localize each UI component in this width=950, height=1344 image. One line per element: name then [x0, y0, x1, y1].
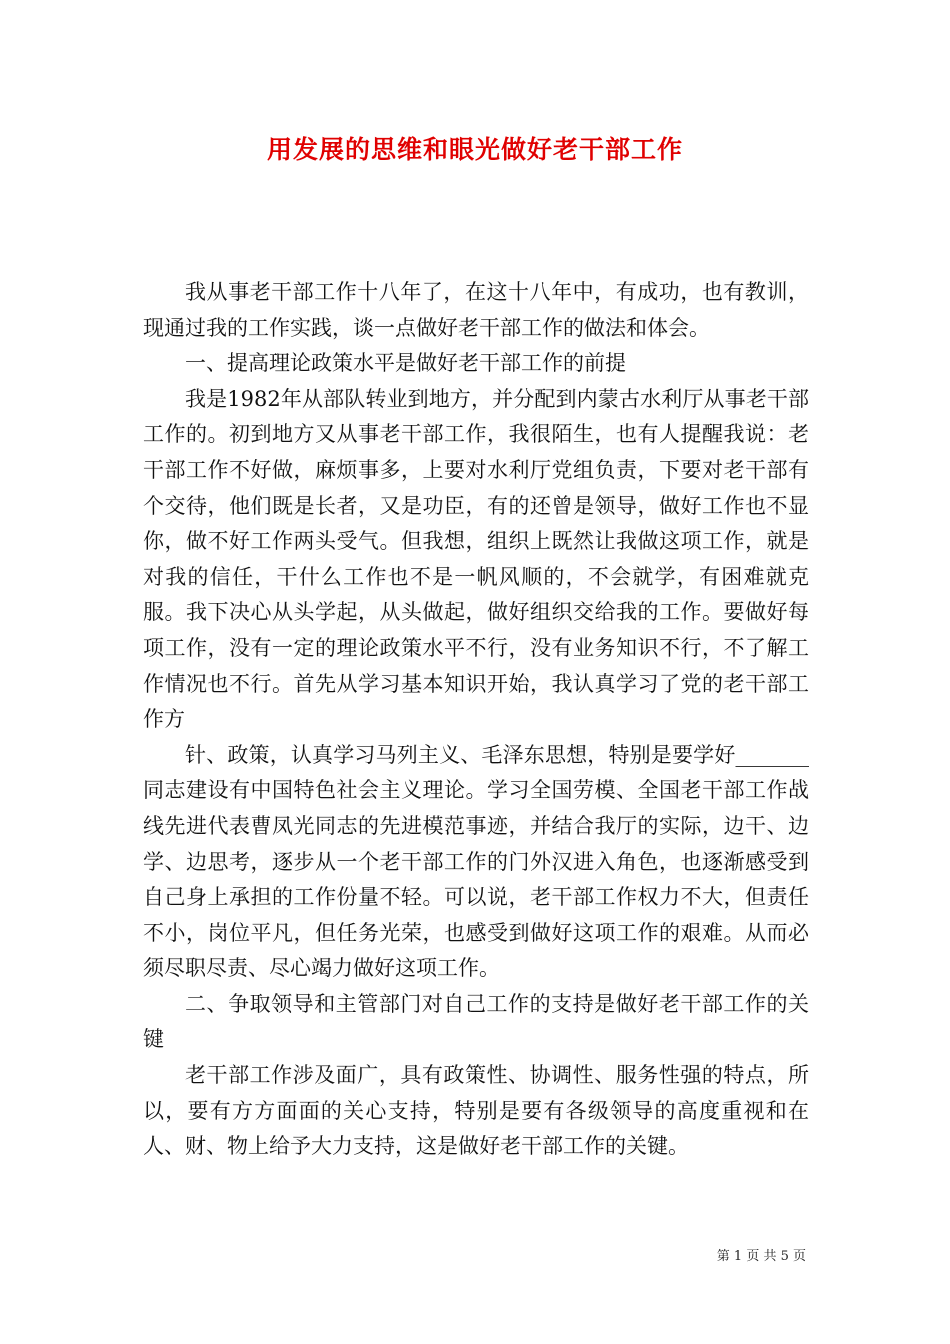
- paragraph-intro: 我从事老干部工作十八年了，在这十八年中，有成功，也有教训，现通过我的工作实践，谈一点做好老干部工作的做法和体会。: [143, 280, 809, 340]
- document-title: 用发展的思维和眼光做好老干部工作: [266, 135, 683, 164]
- paragraph-section-1: 我是1982年从部队转业到地方，并分配到内蒙古水利厅从事老干部工作的。初到地方又从事老干部工作，我很陌生，也有人提醒我说：老干部工作不好做，麻烦事多，上要对水利厅党组负责，下要对老干部有个交待，他们既是长者，又是功臣，有的还曾是领导，做好工作也不显你，做不好工作两头受气。但我想，组织上既然让我做这项工作，就是对我的信任，干什么工作也不是一帆风顺的，不会就学，有困难就克服。我下决心从头学起，从头做起，做好组织交给我的工作。要做好每项工作，没有一定的理论政策水平不行，没有业务知识不行，不了解工作情况也不行。首先从学习基本知识开始，我认真学习了党的老干部工作方: [143, 386, 809, 732]
- section-heading-2: 二、争取领导和主管部门对自己工作的支持是做好老干部工作的关键: [143, 991, 809, 1052]
- page-number: 第 1 页 共 5 页: [716, 1249, 806, 1264]
- paragraph-section-2: 老干部工作涉及面广，具有政策性、协调性、服务性强的特点，所以，要有方方面面的关心支持，特别是要有各级领导的高度重视和在人、财、物上给予大力支持，这是做好老干部工作的关键。: [143, 1063, 809, 1159]
- paragraph-section-1-continued: 针、政策，认真学习马列主义、毛泽东思想，特别是要学好_______同志建设有中国特色社会主义理论。学习全国劳模、全国老干部工作战线先进代表曹凤光同志的先进模范事迹，并结合我厅的实际，边干、边学、边思考，逐步从一个老干部工作的门外汉进入角色，也逐渐感受到自己身上承担的工作份量不轻。可以说，老干部工作权力不大，但责任不小，岗位平凡，但任务光荣，也感受到做好这项工作的艰难。从而必须尽职尽责、尽心竭力做好这项工作。: [143, 742, 809, 981]
- document-body: [143, 275, 809, 1165]
- section-heading-1: 一、提高理论政策水平是做好老干部工作的前提: [185, 351, 626, 376]
